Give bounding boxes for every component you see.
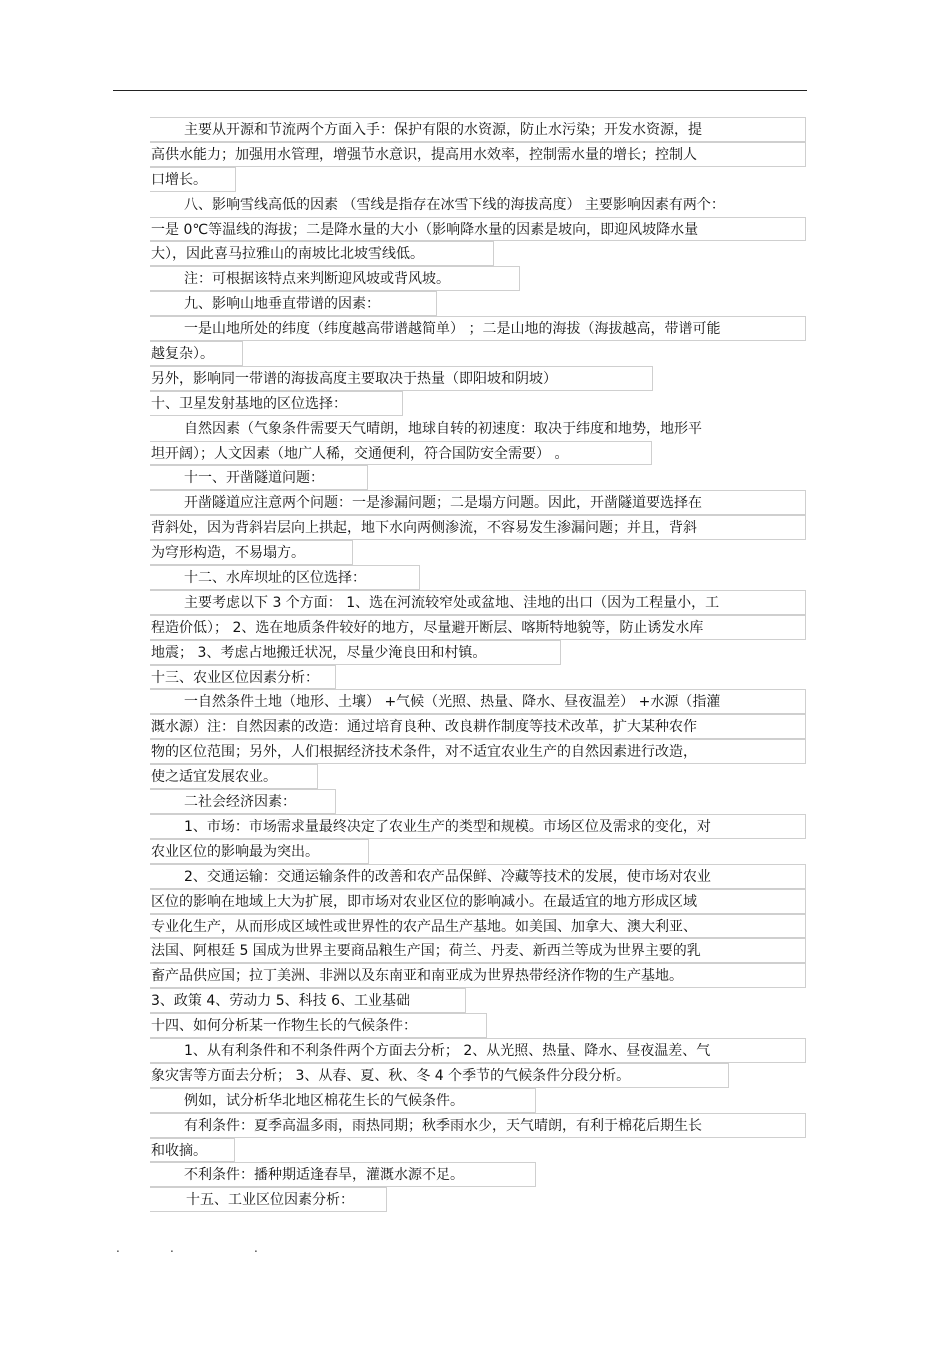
text-line: 背斜处，因为背斜岩层向上拱起，地下水向两侧渗流，不容易发生渗漏问题；并且，背斜 bbox=[150, 515, 806, 540]
text-line: 高供水能力；加强用水管理，增强节水意识，提高用水效率，控制需水量的增长；控制人 bbox=[150, 142, 806, 167]
subsection-heading: 二社会经济因素： bbox=[150, 789, 336, 814]
text-line: 畜产品供应国；拉丁美洲、非洲以及东南亚和南亚成为世界热带经济作物的生产基地。 bbox=[150, 963, 806, 988]
text-line: 地震； 3、考虑占地搬迁状况，尽量少淹良田和村镇。 bbox=[150, 640, 561, 665]
text-line: 区位的影响在地域上大为扩展，即市场对农业区位的影响减小。在最适宜的地方形成区域 bbox=[150, 889, 806, 914]
footer-dot: . bbox=[254, 1241, 258, 1255]
text-line: 1、从有利条件和不利条件两个方面去分析； 2、从光照、热量、降水、昼夜温差、气 bbox=[150, 1038, 806, 1063]
text-line: 象灾害等方面去分析； 3、从春、夏、秋、冬 4 个季节的气候条件分段分析。 bbox=[150, 1063, 729, 1088]
text-line: 开凿隧道应注意两个问题：一是渗漏问题；二是塌方问题。因此，开凿隧道要选择在 bbox=[150, 490, 806, 515]
section-heading: 八、影响雪线高低的因素 （雪线是指存在冰雪下线的海拔高度） 主要影响因素有两个： bbox=[184, 196, 725, 213]
text-line: 主要从开源和节流两个方面入手：保护有限的水资源，防止水污染；开发水资源，提 bbox=[150, 117, 806, 142]
text-line: 1、市场：市场需求量最终决定了农业生产的类型和规模。市场区位及需求的变化，对 bbox=[150, 814, 806, 839]
text-line: 物的区位范围；另外，人们根据经济技术条件，对不适宜农业生产的自然因素进行改造， bbox=[150, 739, 806, 764]
text-line: 主要考虑以下 3 个方面： 1、选在河流较窄处或盆地、洼地的出口（因为工程量小，工 bbox=[150, 590, 806, 615]
text-line: 一是山地所处的纬度（纬度越高带谱越简单） ；二是山地的海拔（海拔越高，带谱可能 bbox=[150, 316, 806, 341]
text-line: 一是 0℃等温线的海拔；二是降水量的大小（影响降水量的因素是坡向，即迎风坡降水量 bbox=[150, 217, 806, 242]
text-line: 专业化生产，从而形成区域性或世界性的农产品生产基地。如美国、加拿大、澳大利亚、 bbox=[150, 914, 806, 939]
text-line: 溉水源）注：自然因素的改造：通过培育良种、改良耕作制度等技术改革，扩大某种农作 bbox=[150, 714, 806, 739]
footer-dot: . bbox=[116, 1241, 120, 1255]
text-line: 大），因此喜马拉雅山的南坡比北坡雪线低。 bbox=[150, 241, 494, 266]
text-line: 2、交通运输：交通运输条件的改善和农产品保鲜、冷藏等技术的发展，使市场对农业 bbox=[150, 864, 806, 889]
section-heading: 九、影响山地垂直带谱的因素： bbox=[150, 291, 437, 316]
section-heading: 十、卫星发射基地的区位选择： bbox=[150, 391, 403, 416]
text-line: 为穹形构造，不易塌方。 bbox=[150, 540, 353, 565]
text-line: 有利条件：夏季高温多雨，雨热同期；秋季雨水少，天气晴朗，有利于棉花后期生长 bbox=[150, 1113, 806, 1138]
section-heading: 十二、水库坝址的区位选择： bbox=[150, 565, 420, 590]
text-line: 口增长。 bbox=[150, 167, 236, 192]
section-heading: 十三、农业区位因素分析： bbox=[150, 665, 336, 690]
text-line: 法国、阿根廷 5 国成为世界主要商品粮生产国；荷兰、丹麦、新西兰等成为世界主要的乳 bbox=[150, 938, 806, 963]
text-line: 例如，试分析华北地区棉花生长的气候条件。 bbox=[150, 1088, 536, 1113]
text-line: 另外，影响同一带谱的海拔高度主要取决于热量（即阳坡和阴坡） bbox=[150, 366, 653, 391]
note-line: 注：可根据该特点来判断迎风坡或背风坡。 bbox=[150, 266, 520, 291]
footer-dot: . bbox=[170, 1241, 174, 1255]
text-line: 一自然条件土地（地形、土壤） +气候（光照、热量、降水、昼夜温差） +水源（指灌 bbox=[150, 689, 806, 714]
footer-dots bbox=[0, 1238, 950, 1258]
section-heading: 十四、如何分析某一作物生长的气候条件： bbox=[150, 1013, 487, 1038]
text-line: 农业区位的影响最为突出。 bbox=[150, 839, 369, 864]
text-line: 和收摘。 bbox=[150, 1138, 235, 1163]
text-line: 不利条件：播种期适逢春旱，灌溉水源不足。 bbox=[150, 1162, 536, 1187]
text-line: 3、政策 4、劳动力 5、科技 6、工业基础 bbox=[150, 988, 466, 1013]
text-line: 越复杂）。 bbox=[150, 341, 243, 366]
text-line: 自然因素（气象条件需要天气晴朗，地球自转的初速度：取决于纬度和地势，地形平 bbox=[184, 420, 702, 437]
text-line: 坦开阔）；人文因素（地广人稀，交通便利，符合国防安全需要） 。 bbox=[150, 441, 652, 466]
section-heading: 十五、工业区位因素分析： bbox=[150, 1187, 387, 1212]
text-line: 使之适宜发展农业。 bbox=[150, 764, 318, 789]
document-body bbox=[150, 117, 806, 1212]
section-heading: 十一、开凿隧道问题： bbox=[150, 465, 368, 490]
text-line: 程造价低）； 2、选在地质条件较好的地方，尽量避开断层、喀斯特地貌等，防止诱发水库 bbox=[150, 615, 806, 640]
header-rule bbox=[113, 90, 807, 91]
